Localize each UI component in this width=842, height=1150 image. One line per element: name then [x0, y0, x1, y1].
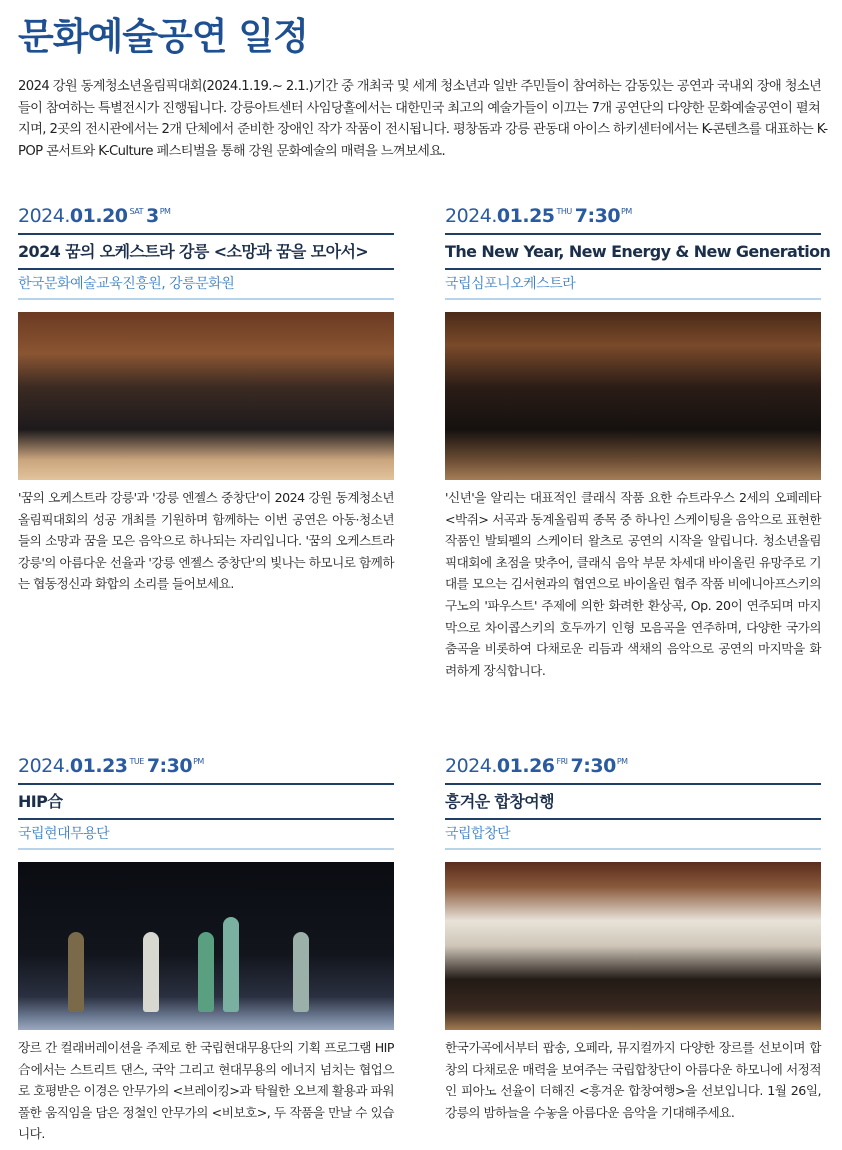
intro-paragraph: 2024 강원 동계청소년올림픽대회(2024.1.19.~ 2.1.)기간 중 개최국 및 세계 청소년과 일반 주민들이 참여하는 감동있는 공연과 국내외 장애 청소년들이 참여하는 특별전시가 진행됩니다. 강릉아트센터 사임당홀에서는 대한민국 최고의 예술가들이 이끄는 7개 공연단의 다양한 문화예술공연이 펼쳐지며, 2곳의 전시관에서는 2개 단체에서 준비한 장애인 작가 작품이 전시됩니다. 평창돔과 강릉 관동대 아이스 하키센터에서는 K-콘텐츠를 대표하는 K-POP 콘서트와 K-Culture 페스티벌을 통해 강원 문화예술의 매력을 느껴보세요.	[18, 79, 828, 159]
event-title: The New Year, New Energy & New Generation	[445, 242, 831, 261]
event-card	[445, 755, 821, 1123]
symphony-photo	[445, 312, 821, 480]
dancer-figure	[198, 932, 214, 1012]
event-time: 7:30	[146, 755, 193, 777]
page-title: 문화예술공연 일정	[18, 15, 308, 58]
event-date	[18, 755, 394, 783]
event-title: 흥겨운 합창여행	[445, 792, 554, 811]
date-weekday: SAT	[129, 207, 143, 216]
time-ampm: PM	[159, 207, 171, 216]
event-description: 한국가곡에서부터 팝송, 오페라, 뮤지컬까지 다양한 장르를 선보이며 합창의 다채로운 매력을 보여주는 국립합창단이 아름다운 하모니에 서정적인 피아노 선율이 더해진 <흥겨운 합창여행>을 선보입니다. 1월 26일, 강릉의 밤하늘을 수놓을 아름다운 음악을 기대해주세요.	[445, 1040, 821, 1120]
event-card	[445, 205, 831, 681]
dancer-figure	[143, 932, 159, 1012]
event-organizer: 한국문화예술교육진흥원, 강릉문화원	[18, 276, 235, 292]
date-weekday: THU	[556, 207, 572, 216]
date-monthday: 01.23	[69, 755, 128, 777]
time-ampm: PM	[621, 207, 632, 216]
event-title: 2024 꿈의 오케스트라 강릉 <소망과 꿈을 모아서>	[18, 242, 369, 261]
date-monthday: 01.20	[69, 205, 128, 227]
event-date	[445, 755, 821, 783]
event-time: 3	[145, 205, 159, 227]
date-year: 2024.	[445, 755, 497, 777]
event-description: '꿈의 오케스트라 강릉'과 '강릉 엔젤스 중창단'이 2024 강원 동계청소년올림픽대회의 성공 개최를 기원하며 함께하는 이번 공연은 아동·청소년들의 소망과 꿈을 모은 음악으로 하나되는 자리입니다. '꿈의 오케스트라 강릉'의 아름다운 선율과 '강릉 엔젤스 중창단'의 빛나는 하모니로 함께하는 협동정신과 화합의 소리를 들어보세요.	[18, 490, 394, 592]
date-year: 2024.	[18, 755, 70, 777]
date-weekday: TUE	[129, 757, 144, 766]
dancer-figure	[293, 932, 309, 1012]
divider	[18, 298, 394, 300]
date-year: 2024.	[445, 205, 497, 227]
dancer-figure	[68, 932, 84, 1012]
divider	[445, 848, 821, 850]
event-card	[18, 755, 394, 1145]
date-monthday: 01.26	[496, 755, 555, 777]
event-description: '신년'을 알리는 대표적인 클래식 작품 요한 슈트라우스 2세의 오페레타 <박쥐> 서곡과 동계올림픽 종목 중 하나인 스케이팅을 음악으로 표현한 작품인 발퇴펠의 스케이터 왈츠로 공연의 시작을 알립니다. 청소년올림픽대회에 초점을 맞추어, 클래식 음악 부문 차세대 바이올린 유망주로 기대를 모으는 김서현과의 협연으로 바이올린 협주 작품 비에니아프스키의 구노의 '파우스트' 주제에 의한 화려한 환상곡, Op. 20이 연주되며 마지막으로 차이콥스키의 호두까기 인형 모음곡을 연주하며, 다양한 국가의 춤곡을 비롯하여 다채로운 리듬과 색채의 음악으로 공연의 마지막을 화려하게 장식합니다.	[445, 490, 821, 678]
dance-photo	[18, 862, 394, 1030]
event-card	[18, 205, 394, 595]
time-ampm: PM	[616, 757, 628, 766]
dancer-figure	[223, 917, 239, 1012]
orchestra-photo	[18, 312, 394, 480]
event-time: 7:30	[574, 205, 621, 227]
event-date	[445, 205, 821, 233]
event-time: 7:30	[570, 755, 616, 777]
event-title: HIP合	[18, 792, 63, 811]
time-ampm: PM	[193, 757, 204, 766]
event-description: 장르 간 컬래버레이션을 주제로 한 국립현대무용단의 기획 프로그램 HIP合에서는 스트리트 댄스, 국악 그리고 현대무용의 에너지 넘치는 협업으로 호평받은 이경은 안무가의 <브레이킹>과 탁월한 오브제 활용과 파워풀한 움직임을 담은 정철인 안무가의 <비보호>, 두 작품을 만날 수 있습니다.	[18, 1040, 394, 1142]
event-organizer: 국립심포니오케스트라	[445, 276, 576, 292]
event-organizer: 국립현대무용단	[18, 826, 110, 842]
event-organizer: 국립합창단	[445, 826, 511, 842]
choir-photo	[445, 862, 821, 1030]
divider	[445, 298, 821, 300]
event-date	[18, 205, 394, 233]
date-year: 2024.	[18, 205, 70, 227]
date-weekday: FRI	[556, 757, 568, 766]
divider	[18, 848, 394, 850]
date-monthday: 01.25	[496, 205, 555, 227]
